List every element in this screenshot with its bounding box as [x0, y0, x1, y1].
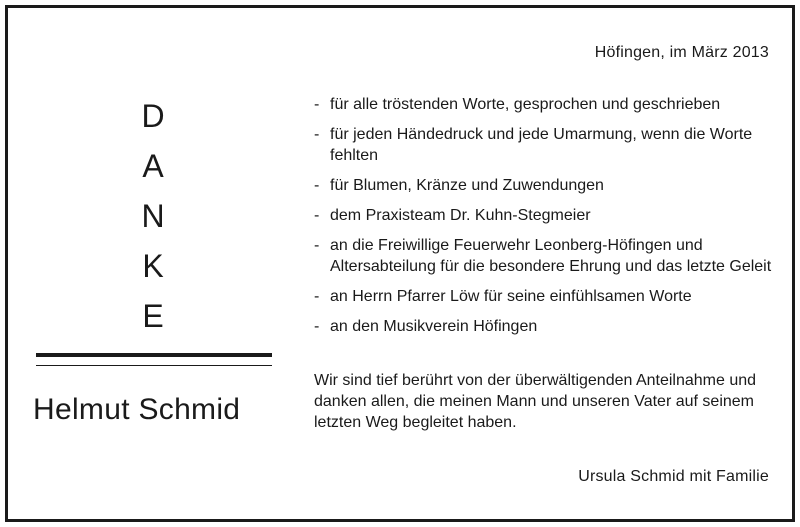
divider-thin: [36, 365, 272, 366]
thanks-item: - an die Freiwillige Feuerwehr Leonberg-Höfingen und Altersabteilung für die besondere Ehrung und das letzte Geleit: [314, 235, 774, 277]
deceased-name: Helmut Schmid: [33, 393, 241, 426]
thanks-list: [314, 94, 774, 346]
thanks-item: - für Blumen, Kränze und Zuwendungen: [314, 175, 774, 196]
thanks-item: - für jeden Händedruck und jede Umarmung, wenn die Worte fehlten: [314, 124, 774, 166]
thanks-item: - an den Musikverein Höfingen: [314, 316, 774, 337]
closing-text: Wir sind tief berührt von der überwältigenden Anteilnahme und danken allen, die meinen Mann und unseren Vater auf seinem letzten Weg begleitet haben.: [314, 372, 757, 431]
danke-letter-k: K: [142, 248, 164, 284]
danke-letter-e: E: [142, 298, 164, 334]
place-date: Höfingen, im März 2013: [594, 44, 769, 61]
signature: Ursula Schmid mit Familie: [578, 468, 769, 485]
divider-thick: [36, 353, 272, 357]
thanks-item: - dem Praxisteam Dr. Kuhn-Stegmeier: [314, 205, 774, 226]
danke-letter-a: A: [142, 148, 164, 184]
danke-letter-n: N: [141, 198, 165, 234]
danke-heading: [130, 97, 176, 347]
danke-letter-d: D: [141, 98, 165, 134]
thanks-item: - an Herrn Pfarrer Löw für seine einfühlsamen Worte: [314, 286, 774, 307]
thanks-item: - für alle tröstenden Worte, gesprochen und geschrieben: [314, 94, 774, 115]
